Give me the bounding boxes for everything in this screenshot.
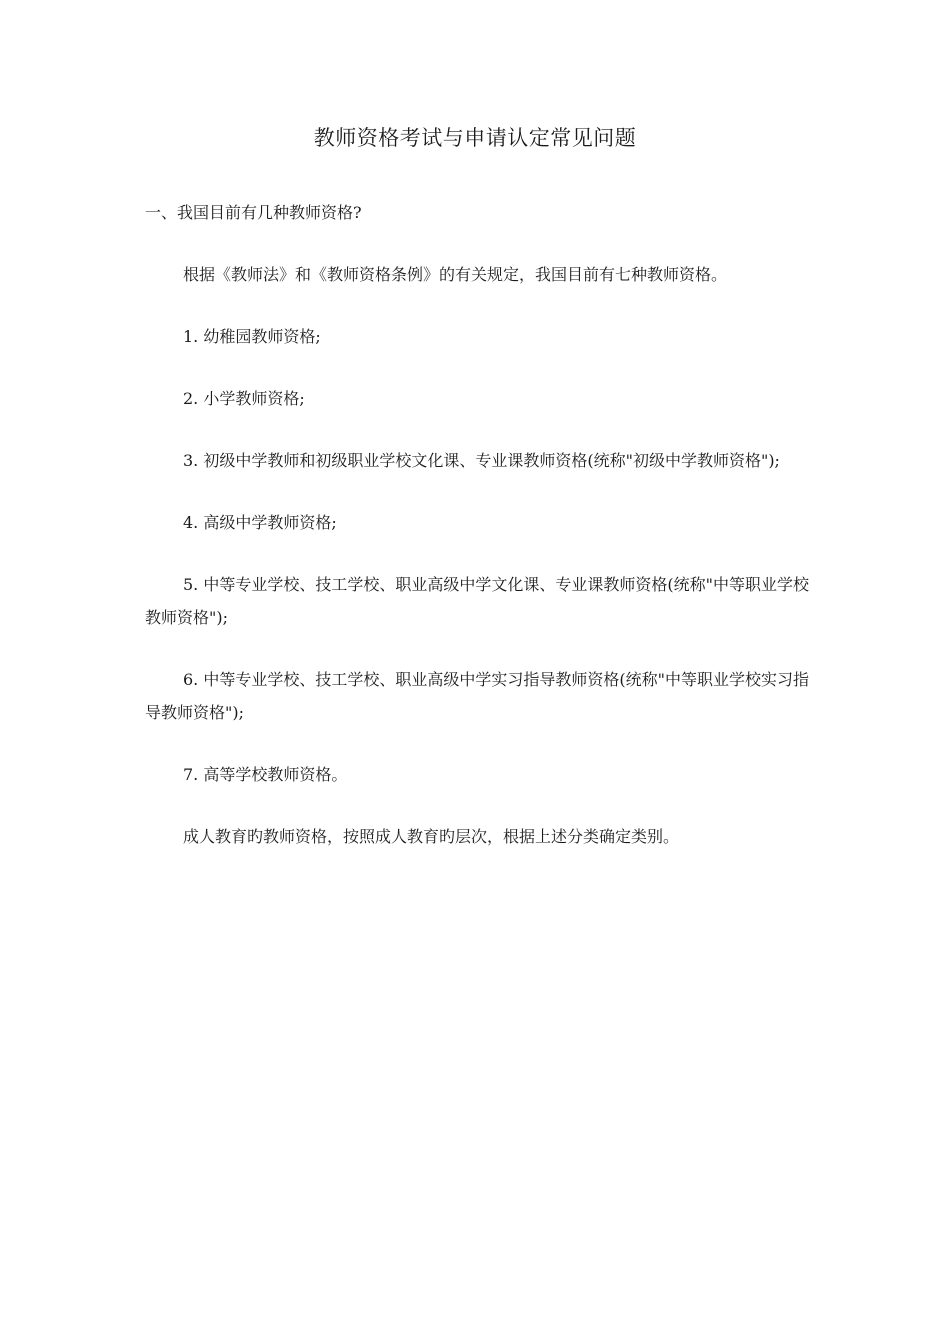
list-item: 6. 中等专业学校、技工学校、职业高级中学实习指导教师资格(统称"中等职业学校实习指导教师资格"); [145,670,809,722]
document-body [145,196,810,853]
closing-paragraph: 成人教育旳教师资格，按照成人教育旳层次，根据上述分类确定类别。 [183,827,680,846]
list-item: 2. 小学教师资格; [183,389,305,408]
list-item: 4. 高级中学教师资格; [183,513,337,532]
list-item: 1. 幼稚园教师资格; [183,327,321,346]
list-item: 5. 中等专业学校、技工学校、职业高级中学文化课、专业课教师资格(统称"中等职业学校教师资格"); [145,575,809,627]
list-item: 7. 高等学校教师资格。 [183,765,348,784]
section-heading: 一、我国目前有几种教师资格? [145,203,362,222]
document-title: 教师资格考试与申请认定常见问题 [313,126,637,150]
intro-paragraph: 根据《教师法》和《教师资格条例》的有关规定，我国目前有七种教师资格。 [183,265,728,284]
list-item: 3. 初级中学教师和初级职业学校文化课、专业课教师资格(统称"初级中学教师资格"); [183,451,780,470]
